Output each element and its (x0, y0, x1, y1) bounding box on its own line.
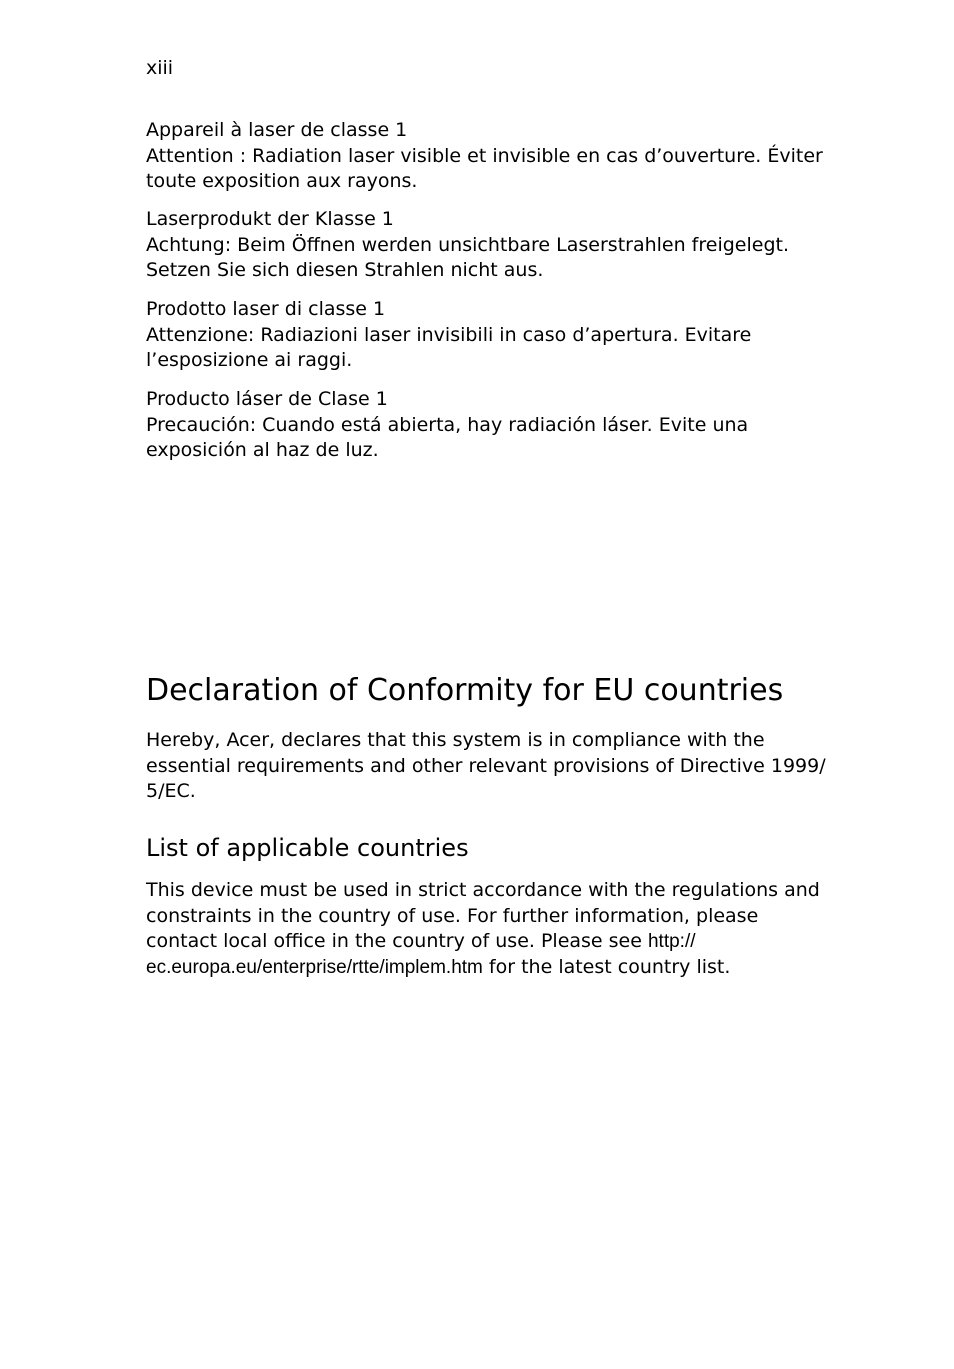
page-number: xiii (146, 57, 174, 79)
country-list-link[interactable]: ec.europa.eu/enterprise/rtte/implem.htm (146, 956, 483, 978)
countries-text: contact local office in the country of use. Please see (146, 930, 648, 952)
declaration-body (146, 728, 836, 805)
laser-notice-title: Producto láser de Clase 1 (146, 388, 388, 410)
laser-notice-italian (146, 297, 836, 374)
declaration-line: essential requirements and other relevant provisions of Directive 1999/ (146, 754, 826, 777)
country-list-link-start[interactable]: http:// (647, 931, 696, 952)
declaration-line: Hereby, Acer, declares that this system is in compliance with the (146, 729, 765, 751)
laser-notice-line: toute exposition aux rayons. (146, 170, 418, 192)
laser-notice-line: Setzen Sie sich diesen Strahlen nicht aus. (146, 259, 544, 281)
laser-notice-title: Prodotto laser di classe 1 (146, 298, 386, 320)
countries-line: This device must be used in strict accordance with the regulations and (146, 879, 820, 901)
laser-notice-line: Achtung: Beim Öffnen werden unsichtbare Laserstrahlen freigelegt. (146, 233, 790, 256)
laser-notice-title: Laserprodukt der Klasse 1 (146, 208, 394, 230)
laser-notice-spanish (146, 387, 836, 464)
laser-notice-line: Attenzione: Radiazioni laser invisibili in caso d’apertura. Evitare (146, 323, 752, 346)
declaration-heading: Declaration of Conformity for EU countries (146, 673, 784, 708)
declaration-line: 5/EC. (146, 780, 196, 802)
countries-line (146, 955, 836, 981)
laser-notice-line: exposición al haz de luz. (146, 439, 379, 461)
countries-text: for the latest country list. (482, 955, 731, 978)
laser-notice-line: l’esposizione ai raggi. (146, 349, 353, 371)
countries-body (146, 878, 836, 980)
laser-notice-german (146, 207, 836, 284)
countries-heading: List of applicable countries (146, 834, 469, 862)
laser-notice-line: Precaución: Cuando está abierta, hay radiación láser. Evite una (146, 413, 749, 436)
laser-notice-french (146, 118, 836, 195)
laser-notice-line: Attention : Radiation laser visible et invisible en cas d’ouverture. Éviter (146, 144, 823, 167)
countries-line (146, 929, 836, 955)
countries-line: constraints in the country of use. For further information, please (146, 904, 759, 927)
laser-notice-title: Appareil à laser de classe 1 (146, 119, 408, 141)
